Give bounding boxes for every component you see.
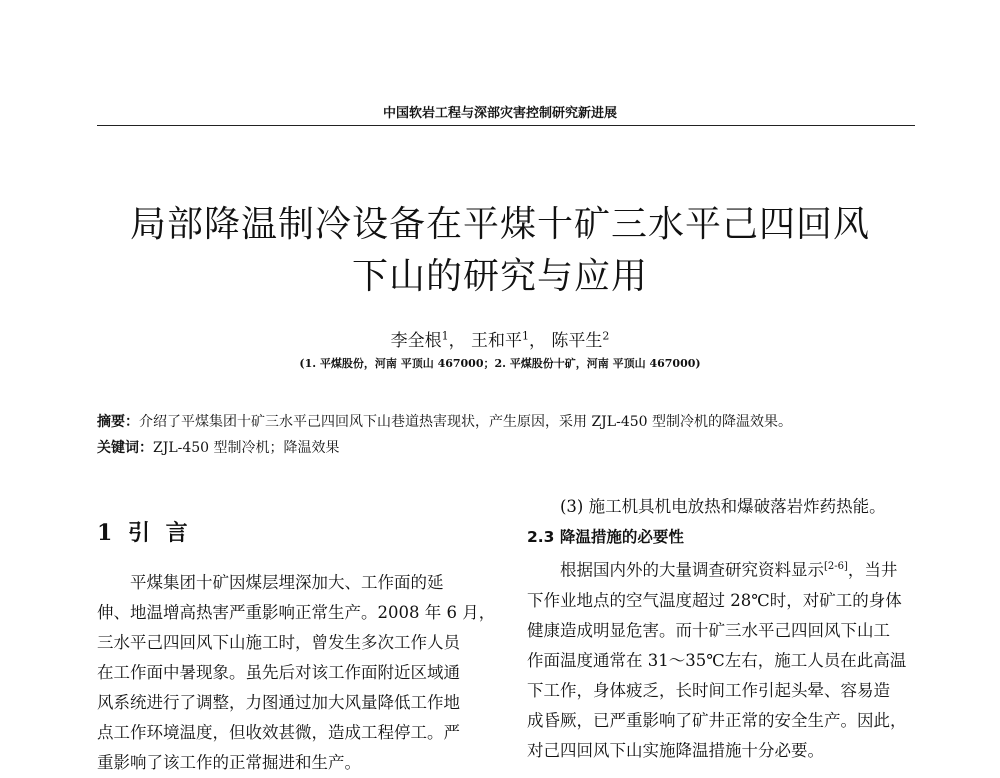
paragraph-line: 平煤集团十矿因煤层埋深加大、工作面的延 (130, 573, 444, 592)
keywords-label: 关键词： (97, 440, 153, 456)
affiliation: (1. 平煤股份，河南 平顶山 467000；2. 平煤股份十矿，河南 平顶山 467000) (299, 357, 701, 370)
author-affiliation-mark: 1 (441, 329, 449, 343)
paragraph-line: 重影响了该工作的正常掘进和生产。 (97, 753, 361, 772)
author-name: 李全根 (390, 331, 442, 351)
text: 根据国内外的大量调查研究资料显示 (560, 560, 824, 580)
author-name: 王和平 (471, 331, 522, 351)
list-item: (3) 施工机具机电放热和爆破落岩炸药热能。 (560, 497, 886, 516)
author-name: 陈平生 (551, 331, 603, 351)
paragraph-line: 下作业地点的空气温度超过 28℃时，对矿工的身体 (527, 590, 902, 610)
paragraph-line: 作面温度通常在 31～35℃左右，施工人员在此高温 (527, 650, 907, 670)
paragraph-line: 伸、地温增高热害严重影响正常生产。2008 年 6 月， (97, 603, 496, 622)
text: ，当井 (847, 560, 898, 580)
paper-title-line-2: 下山的研究与应用 (351, 256, 648, 297)
paragraph-line (527, 552, 927, 586)
abstract-text: 介绍了平煤集团十矿三水平己四回风下山巷道热害现状，产生原因，采用 ZJL-450 型制冷机的降温效果。 (139, 414, 792, 430)
keywords-text: ZJL-450 型制冷机；降温效果 (153, 440, 340, 456)
paragraph-line: 对己四回风下山实施降温措施十分必要。 (527, 740, 824, 760)
section-heading: 1 引 言 (97, 520, 192, 546)
paragraph-line: 风系统进行了调整，力图通过加大风量降低工作地 (97, 693, 460, 712)
authors: 李全根$^1$， 王和平$^1$， 陈平生$^2$ (390, 329, 610, 351)
author-affiliation-mark: 2 (602, 329, 610, 343)
subsection-heading: 2.3 降温措施的必要性 (527, 528, 684, 546)
paragraph-line: 三水平己四回风下山施工时，曾发生多次工作人员 (97, 633, 460, 652)
abstract (97, 411, 792, 431)
keywords (97, 437, 340, 457)
right-column (527, 492, 927, 766)
paragraph-line: 下工作，身体疲乏，长时间工作引起头晕、容易造 (527, 680, 890, 700)
paragraph-line: 成昏厥，已严重影响了矿井正常的安全生产。因此， (527, 710, 907, 730)
left-column (97, 568, 497, 772)
citation: [2-6] (824, 561, 848, 572)
paper-title-line-1: 局部降温制冷设备在平煤十矿三水平己四回风 (129, 204, 870, 245)
paragraph-line: 健康造成明显危害。而十矿三水平己四回风下山工 (527, 620, 890, 640)
header-rule (97, 125, 915, 126)
abstract-label: 摘要： (97, 414, 139, 430)
author-affiliation-mark: 1 (522, 329, 529, 343)
paragraph-line: 点工作环境温度，但收效甚微，造成工程停工。严 (97, 723, 460, 742)
paragraph-line: 在工作面中暑现象。虽先后对该工作面附近区域通 (97, 663, 460, 682)
running-header: 中国软岩工程与深部灾害控制研究新进展 (382, 106, 617, 121)
